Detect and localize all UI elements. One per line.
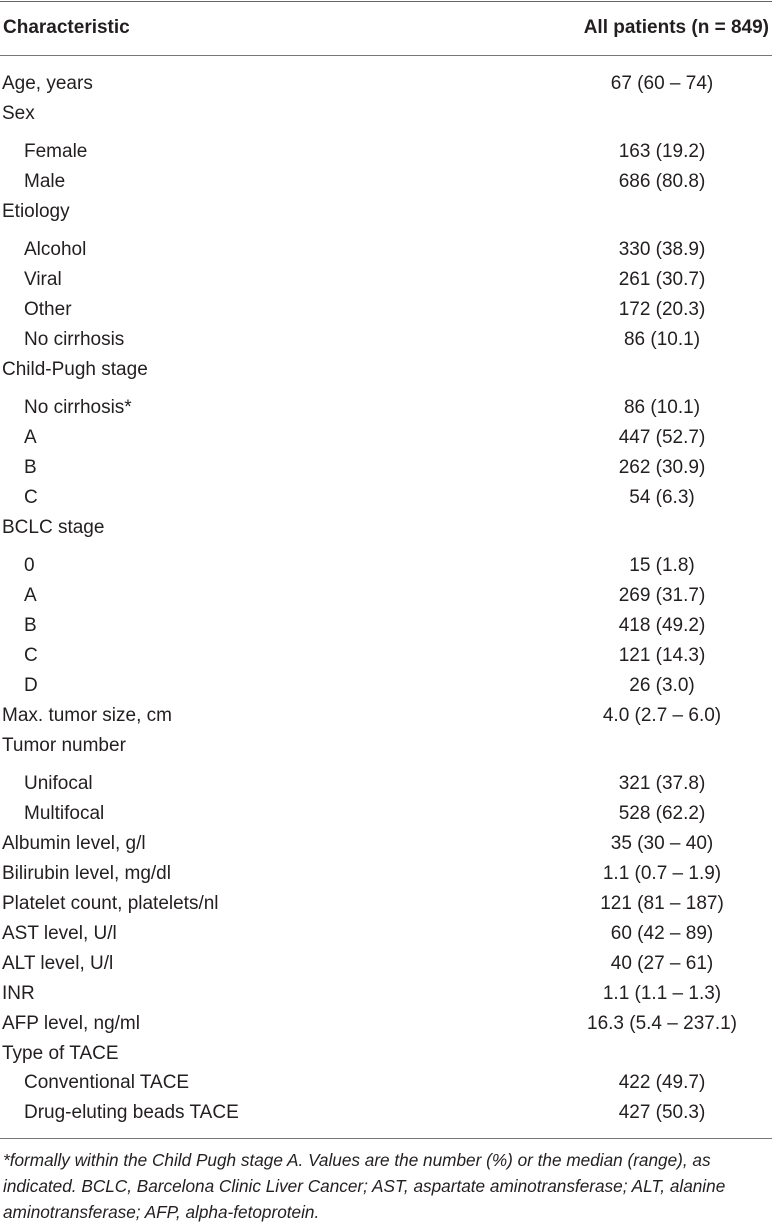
row-value: 86 (10.1) — [623, 329, 701, 350]
table-header — [0, 14, 772, 44]
row-label: B — [24, 615, 37, 636]
table-row — [0, 919, 772, 949]
row-label: Conventional TACE — [24, 1072, 190, 1093]
row-label: Bilirubin level, mg/dl — [2, 863, 171, 884]
row-label: Alcohol — [24, 239, 87, 260]
row-value: 163 (19.2) — [618, 141, 706, 162]
row-value: 172 (20.3) — [618, 299, 706, 320]
row-label: A — [24, 585, 37, 606]
header-all-patients: All patients (n = 849) — [583, 17, 769, 38]
table-row — [0, 769, 772, 799]
row-value: 1.1 (1.1 – 1.3) — [602, 983, 722, 1004]
row-value: 686 (80.8) — [618, 171, 706, 192]
bottom-rule — [0, 1138, 772, 1139]
row-value: 121 (81 – 187) — [600, 893, 724, 914]
row-label: A — [24, 427, 37, 448]
row-value: 15 (1.8) — [629, 555, 695, 576]
table-row — [0, 513, 772, 543]
row-value: 67 (60 – 74) — [610, 73, 714, 94]
table-row — [0, 1068, 772, 1098]
row-label: 0 — [24, 555, 35, 576]
table-row — [0, 551, 772, 581]
row-value: 35 (30 – 40) — [610, 833, 714, 854]
row-value: 269 (31.7) — [618, 585, 706, 606]
row-label: Viral — [24, 269, 62, 290]
row-label: Male — [24, 171, 66, 192]
row-value: 330 (38.9) — [618, 239, 706, 260]
table-row — [0, 671, 772, 701]
table-row — [0, 235, 772, 265]
row-label: AST level, U/l — [2, 923, 117, 944]
table-row — [0, 859, 772, 889]
table-row — [0, 295, 772, 325]
row-value: 4.0 (2.7 – 6.0) — [602, 705, 722, 726]
row-value: 528 (62.2) — [618, 803, 706, 824]
table-row — [0, 1039, 772, 1069]
table-row — [0, 799, 772, 829]
table-row — [0, 197, 772, 227]
table-row — [0, 949, 772, 979]
row-label: C — [24, 645, 38, 666]
row-value: 86 (10.1) — [623, 397, 701, 418]
row-label: AFP level, ng/ml — [2, 1013, 140, 1034]
table-row — [0, 731, 772, 761]
row-value: 447 (52.7) — [618, 427, 706, 448]
table-row — [0, 167, 772, 197]
table-row — [0, 1098, 772, 1128]
row-label: Max. tumor size, cm — [2, 705, 172, 726]
row-value: 262 (30.9) — [618, 457, 706, 478]
row-label: B — [24, 457, 37, 478]
table-row — [0, 99, 772, 129]
row-value: 16.3 (5.4 – 237.1) — [587, 1013, 737, 1034]
row-value: 60 (42 – 89) — [610, 923, 714, 944]
table-row — [0, 701, 772, 731]
table-row — [0, 265, 772, 295]
row-label: ALT level, U/l — [2, 953, 114, 974]
row-value: 26 (3.0) — [629, 675, 695, 696]
row-label: Age, years — [2, 73, 93, 94]
table-row — [0, 889, 772, 919]
row-label: No cirrhosis* — [24, 397, 132, 418]
row-value: 427 (50.3) — [618, 1102, 706, 1123]
row-value: 40 (27 – 61) — [610, 953, 714, 974]
row-value: 422 (49.7) — [618, 1072, 706, 1093]
row-label: BCLC stage — [2, 517, 105, 538]
table-row — [0, 355, 772, 385]
row-value: 121 (14.3) — [618, 645, 706, 666]
table-row — [0, 829, 772, 859]
table-row — [0, 1009, 772, 1039]
row-value: 1.1 (0.7 – 1.9) — [602, 863, 722, 884]
table-row — [0, 325, 772, 355]
table-row — [0, 611, 772, 641]
table-row — [0, 581, 772, 611]
row-label: INR — [2, 983, 35, 1004]
row-label: Type of TACE — [2, 1043, 119, 1064]
row-value: 261 (30.7) — [618, 269, 706, 290]
table-row — [0, 137, 772, 167]
row-value: 54 (6.3) — [629, 487, 695, 508]
row-label: D — [24, 675, 38, 696]
table-footnote: *formally within the Child Pugh stage A. Values are the number (%) or the median (range), as indicated. BCLC, Barcelona Clinic Liver Cancer; AST, aspartate aminotransferase; ALT, alanine aminotransferase; AFP, alpha-fetoprotein. — [3, 1150, 726, 1222]
table-row — [0, 69, 772, 99]
top-rule — [0, 1, 772, 2]
table-row — [0, 423, 772, 453]
table-row — [0, 453, 772, 483]
row-label: No cirrhosis — [24, 329, 125, 350]
row-label: Tumor number — [2, 735, 126, 756]
row-label: Other — [24, 299, 72, 320]
row-label: C — [24, 487, 38, 508]
table-row — [0, 393, 772, 423]
row-label: Platelet count, platelets/nl — [2, 893, 219, 914]
table-row — [0, 641, 772, 671]
table-row — [0, 979, 772, 1009]
row-label: Sex — [2, 103, 35, 124]
row-label: Etiology — [2, 201, 70, 222]
row-label: Drug-eluting beads TACE — [24, 1102, 239, 1123]
header-rule — [0, 55, 772, 56]
table-row — [0, 483, 772, 513]
row-label: Female — [24, 141, 88, 162]
row-label: Multifocal — [24, 803, 105, 824]
row-label: Child-Pugh stage — [2, 359, 148, 380]
header-characteristic: Characteristic — [3, 17, 130, 38]
row-value: 321 (37.8) — [618, 773, 706, 794]
row-label: Albumin level, g/l — [2, 833, 146, 854]
row-value: 418 (49.2) — [618, 615, 706, 636]
row-label: Unifocal — [24, 773, 93, 794]
